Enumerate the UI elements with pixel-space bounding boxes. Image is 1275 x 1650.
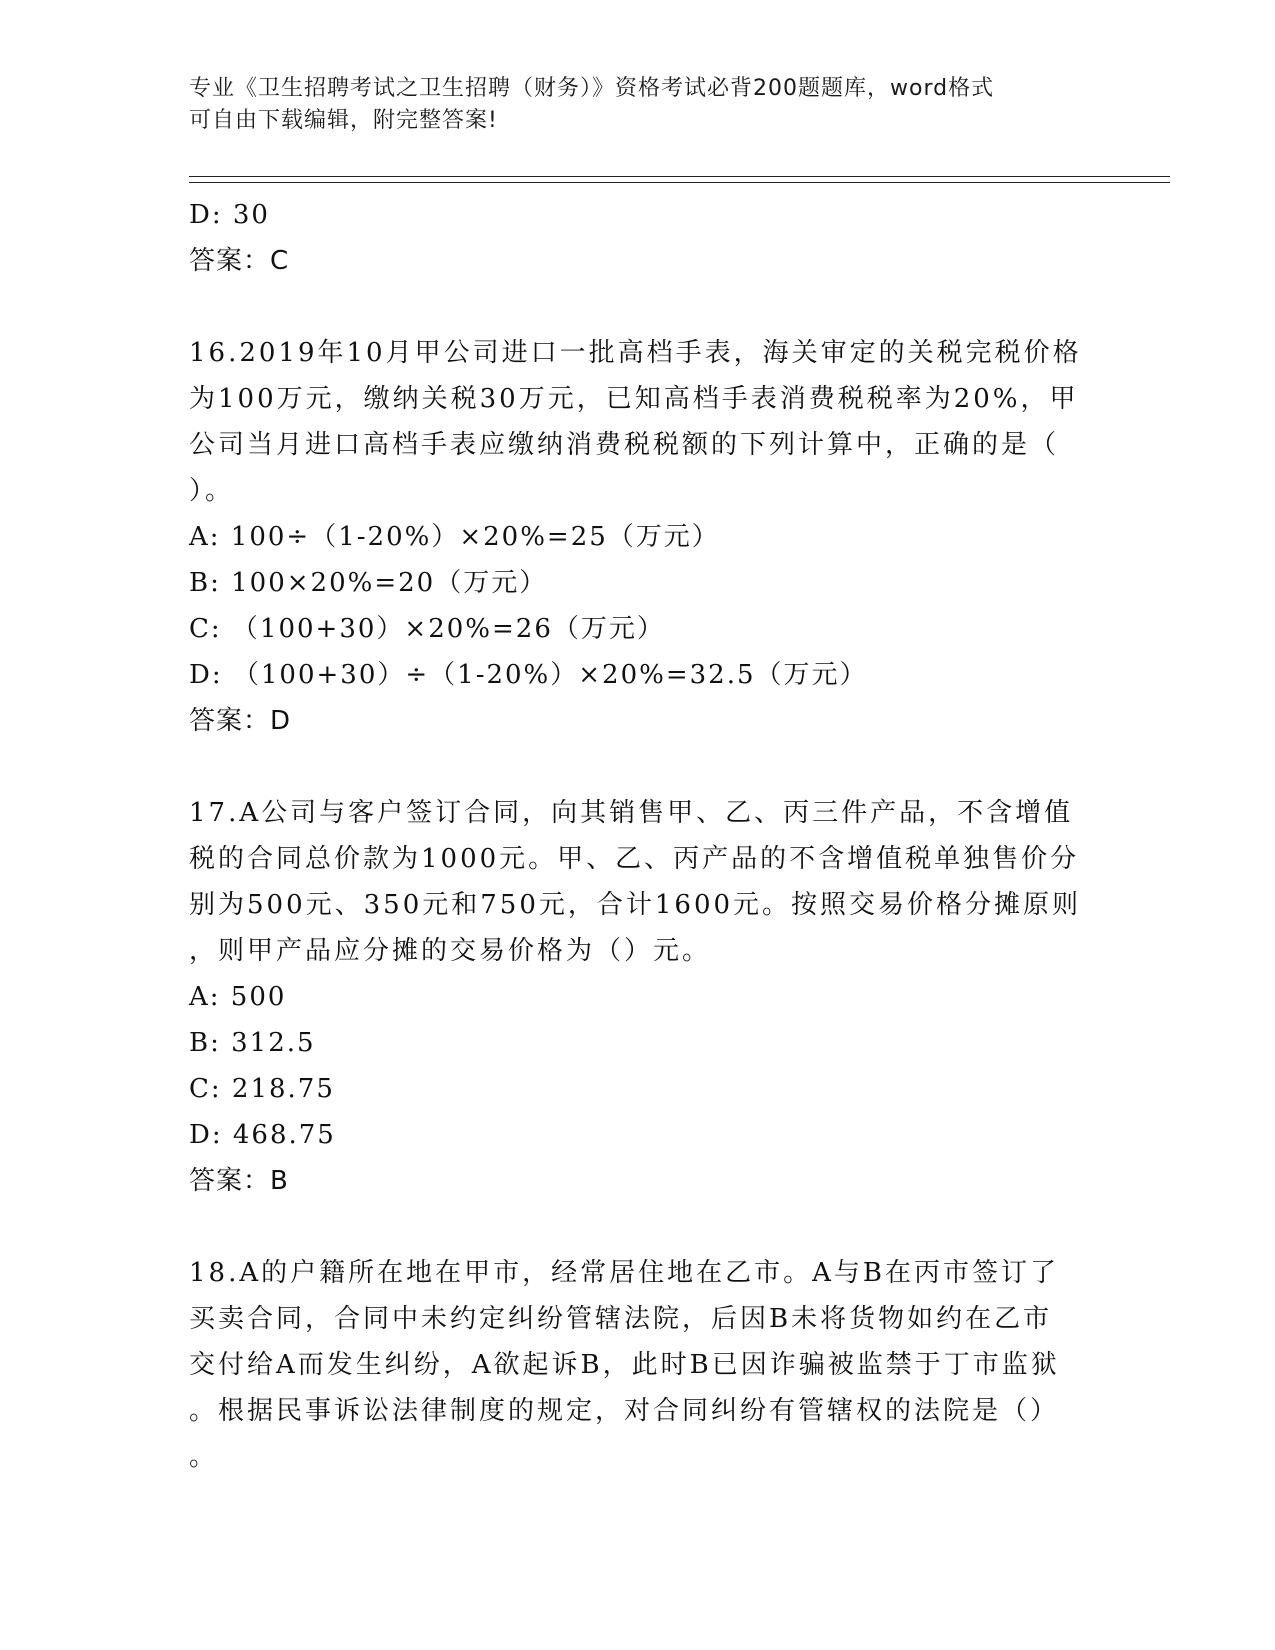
- question-stem-line: 别为500元、350元和750元，合计1600元。按照交易价格分摊原则: [189, 890, 1082, 920]
- option-c: C: （100+30）×20%=26（万元）: [189, 614, 665, 644]
- option-d-carryover: D: 30: [189, 200, 270, 230]
- option-c: C: 218.75: [189, 1074, 335, 1104]
- answer: 答案：B: [189, 1166, 289, 1196]
- header-line-2: 可自由下载编辑，附完整答案!: [189, 108, 498, 133]
- option-d: D: 468.75: [189, 1120, 336, 1150]
- question-stem-line: 为100万元，缴纳关税30万元，已知高档手表消费税税率为20%，甲: [189, 384, 1079, 414]
- question-stem-line: ）。: [189, 476, 235, 506]
- question-17: [189, 790, 1089, 1204]
- question-stem-line: ，则甲产品应分摊的交易价格为（）元。: [189, 936, 712, 966]
- document-header: [189, 73, 1089, 137]
- header-rule-top: [189, 176, 1170, 177]
- answer: 答案：D: [189, 706, 292, 736]
- question-stem-line: 交付给A而发生纠纷，A欲起诉B，此时B已因诈骗被监禁于丁市监狱: [189, 1350, 1060, 1380]
- question-stem-line: 18.A的户籍所在地在甲市，经常居住地在乙市。A与B在丙市签订了: [189, 1258, 1060, 1288]
- option-b: B: 100×20%=20（万元）: [189, 568, 548, 598]
- spacer: [189, 744, 1089, 790]
- question-stem-line: 17.A公司与客户签订合同，向其销售甲、乙、丙三件产品，不含增值: [189, 798, 1074, 828]
- answer-carryover: 答案：C: [189, 246, 290, 276]
- header-rule-bottom: [189, 182, 1170, 183]
- option-a: A: 100÷（1-20%）×20%=25（万元）: [189, 522, 720, 552]
- option-a: A: 500: [189, 982, 287, 1012]
- document-body: [189, 192, 1089, 1480]
- spacer: [189, 284, 1089, 330]
- question-stem-line: 税的合同总价款为1000元。甲、乙、丙产品的不含增值税单独售价分: [189, 844, 1080, 874]
- header-line-1: 专业《卫生招聘考试之卫生招聘（财务）》资格考试必背200题题库，word格式: [189, 76, 995, 101]
- question-stem-line: 。: [189, 1442, 219, 1472]
- question-stem-line: 公司当月进口高档手表应缴纳消费税税额的下列计算中，正确的是（: [189, 430, 1060, 460]
- option-b: B: 312.5: [189, 1028, 316, 1058]
- option-d: D: （100+30）÷（1-20%）×20%=32.5（万元）: [189, 660, 868, 690]
- question-stem-line: 。根据民事诉讼法律制度的规定，对合同纠纷有管辖权的法院是（）: [189, 1396, 1060, 1426]
- question-16: [189, 330, 1089, 744]
- spacer: [189, 1204, 1089, 1250]
- question-stem-line: 买卖合同，合同中未约定纠纷管辖法院，后因B未将货物如约在乙市: [189, 1304, 1053, 1334]
- question-18: [189, 1250, 1089, 1480]
- question-stem-line: 16.2019年10月甲公司进口一批高档手表，海关审定的关税完税价格: [189, 338, 1082, 368]
